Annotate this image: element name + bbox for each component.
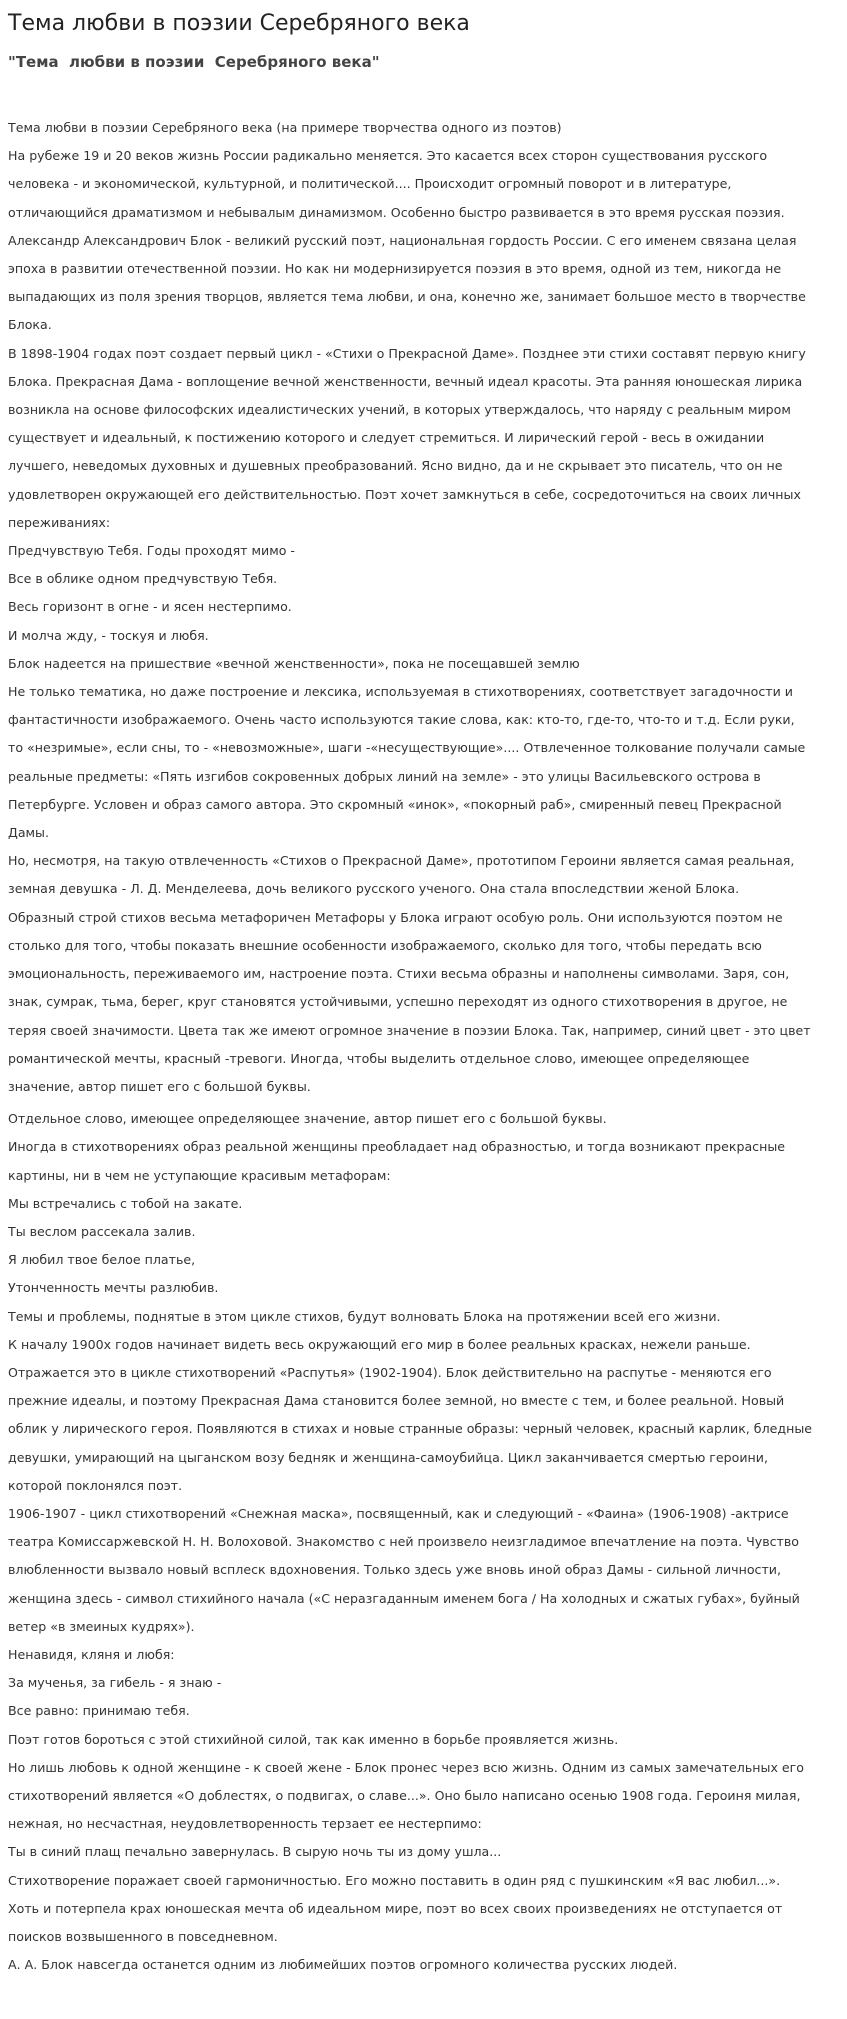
article-line: На рубеже 19 и 20 веков жизнь России радикально меняется. Это касается всех сторон существования русского: [8, 148, 768, 164]
article-line: Все в облике одном предчувствую Тебя.: [8, 571, 278, 587]
article-line: удовлетворен окружающей его действительностью. Поэт хочет замкнуться в себе, сосредоточиться на своих личных: [8, 486, 801, 502]
article-line: переживаниях:: [8, 514, 111, 530]
article-line: Образный строй стихов весьма метафоричен Метафоры у Блока играют особую роль. Они используются поэтом не: [8, 909, 783, 925]
article-line: Тема любви в поэзии Серебряного века (на примере творчества одного из поэтов): [8, 120, 562, 135]
article-line: А. А. Блок навсегда останется одним из любимейших поэтов огромного количества русских людей.: [8, 1957, 678, 1973]
article-line: которой поклонялся поэт.: [8, 1477, 183, 1493]
article-line: Но лишь любовь к одной женщине - к своей жене - Блок пронес через всю жизнь. Одним из самых замечательных его: [8, 1759, 804, 1775]
article-line: Ты в синий плащ печально завернулась. В сырую ночь ты из дому ушла...: [8, 1844, 502, 1860]
article-line: Утонченность мечты разлюбив.: [8, 1280, 219, 1296]
article-line: картины, ни в чем не уступающие красивым метафорам:: [8, 1167, 391, 1183]
article-line: Темы и проблемы, поднятые в этом цикле стихов, будут волновать Блока на протяжении всей его жизни.: [8, 1308, 721, 1324]
article-line: стихотворений является «О доблестях, о подвигах, о славе...». Оно было написано осенью 1908 года. Героиня милая,: [8, 1787, 801, 1803]
article-line: И молча жду, - тоскуя и любя.: [8, 627, 209, 643]
article-line: Все равно: принимаю тебя.: [8, 1703, 190, 1719]
article-line: человека - и экономической, культурной, и политической.... Происходит огромный поворот и в литературе,: [8, 176, 732, 192]
article-line: Предчувствую Тебя. Годы проходят мимо -: [8, 543, 295, 559]
article-line: Хоть и потерпела крах юношеская мечта об идеальном мире, поэт во всех своих произведениях не отступается от: [8, 1900, 783, 1916]
article-line: влюбленности вызвало новый всплеск вдохновения. Только здесь уже вновь иной образ Дамы - сильной личности,: [8, 1562, 781, 1578]
article-line: Мы встречались с тобой на закате.: [8, 1195, 243, 1211]
article-line: женщина здесь - символ стихийного начала («С неразгаданным именем бога / На холодных и сжатых губах», буйный: [8, 1590, 800, 1606]
article-body: [8, 114, 839, 1979]
article-line: поисков возвышенного в повседневном.: [8, 1929, 278, 1944]
article-line: эпоха в развитии отечественной поэзии. Но как ни модернизируется поэзия в это время, одной из тем, никогда не: [8, 261, 782, 277]
article-line: отличающийся драматизмом и небывалым динамизмом. Особенно быстро развивается в это время русская поэзия.: [8, 204, 785, 220]
article-line: романтической мечты, красный -тревоги. Иногда, чтобы выделить отдельное слово, имеющее определяющее: [8, 1050, 750, 1066]
article-line: Стихотворение поражает своей гармоничностью. Его можно поставить в один ряд с пушкинским «Я вас любил...».: [8, 1872, 781, 1888]
article-line: существует и идеальный, к постижению которого и следует стремиться. И лирический герой - весь в ожидании: [8, 430, 765, 446]
article-line: театра Комиссаржевской Н. Н. Волоховой. Знакомство с ней произвело неизгладимое впечатление на поэта. Чувство: [8, 1534, 800, 1550]
article-line: прежние идеалы, и поэтому Прекрасная Дама становится более земной, но вместе с тем, и более реальной. Новый: [8, 1393, 785, 1409]
article-line: эмоциональность, переживаемого им, настроение поэта. Стихи весьма образны и наполнены символами. Заря, сон,: [8, 966, 790, 982]
article-line: облик у лирического героя. Появляются в стихах и новые странные образы: черный человек, красный карлик, бледные: [8, 1421, 813, 1437]
article-line: За мученья, за гибель - я знаю -: [8, 1675, 222, 1691]
article-line: Ты веслом рассекала залив.: [8, 1223, 196, 1239]
article-line: возникла на основе философских идеалистических учений, в которых утверждалось, что наряду с реальным миром: [8, 402, 791, 418]
article-line: лучшего, неведомых духовных и душевных преобразований. Ясно видно, да и не скрывает это писатель, что он не: [8, 458, 783, 474]
article-line: Блока.: [8, 317, 52, 333]
article-line: реальные предметы: «Пять изгибов сокровенных добрых линий на земле» - это улицы Васильевского острова в: [8, 768, 761, 784]
article-line: Блок надеется на пришествие «вечной женственности», пока не посещавшей землю: [8, 655, 580, 671]
article-line: В 1898-1904 годах поэт создает первый цикл - «Стихи о Прекрасной Даме». Позднее эти стихи составят первую книгу: [8, 345, 806, 361]
article-line: Александр Александрович Блок - великий русский поэт, национальная гордость России. С его именем связана целая: [8, 232, 797, 248]
article-line: Поэт готов бороться с этой стихийной силой, так как именно в борьбе проявляется жизнь.: [8, 1731, 619, 1747]
article-line: то «незримые», если сны, то - «невозможные», шаги -«несуществующие».... Отвлеченное толкование получали самые: [8, 740, 806, 756]
article-line: Не только тематика, но даже построение и лексика, используемая в стихотворениях, соответствует загадочности и: [8, 684, 793, 700]
article-line: Я любил твое белое платье,: [8, 1252, 196, 1268]
article-line: Дамы.: [8, 825, 50, 841]
article-line: Блока. Прекрасная Дама - воплощение вечной женственности, вечный идеал красоты. Эта ранняя юношеская лирика: [8, 373, 803, 389]
article-line: нежная, но несчастная, неудовлетворенность терзает ее нестерпимо:: [8, 1816, 482, 1832]
article-line: Весь горизонт в огне - и ясен нестерпимо.: [8, 599, 292, 615]
article-line: Иногда в стихотворениях образ реальной женщины преобладает над образностью, и тогда возникают прекрасные: [8, 1139, 786, 1155]
article-subtitle: "Тема любви в поэзии Серебряного века": [8, 53, 380, 71]
article-line: 1906-1907 - цикл стихотворений «Снежная маска», посвященный, как и следующий - «Фаина» (1906-1908) -актрисе: [8, 1505, 789, 1521]
page-title: Тема любви в поэзии Серебряного века: [8, 11, 470, 36]
article-line: Но, несмотря, на такую отвлеченность «Стихов о Прекрасной Даме», прототипом Героини является самая реальная,: [8, 853, 795, 869]
article-line: К началу 1900х годов начинает видеть весь окружающий его мир в более реальных красках, нежели раньше.: [8, 1336, 751, 1352]
article-line: знак, сумрак, тьма, берег, круг становятся устойчивыми, успешно переходят из одного стихотворения в другое, не: [8, 994, 788, 1010]
article-line: фантастичности изображаемого. Очень часто используются такие слова, как: кто-то, где-то, что-то и т.д. Если руки,: [8, 712, 795, 728]
article-line: Отражается это в цикле стихотворений «Распутья» (1902-1904). Блок действительно на распутье - меняются его: [8, 1364, 772, 1380]
article-line: выпадающих из поля зрения творцов, является тема любви, и она, конечно же, занимает большое место в творчестве: [8, 289, 806, 305]
article-line: столько для того, чтобы показать внешние особенности изображаемого, сколько для того, чтобы передать всю: [8, 937, 762, 953]
article-line: ветер «в змеиных кудрях»).: [8, 1618, 195, 1634]
article-line: девушки, умирающий на цыганском возу бедняк и женщина-самоубийца. Цикл заканчивается смертью героини,: [8, 1449, 768, 1465]
article-line: Петербурге. Условен и образ самого автора. Это скромный «инок», «покорный раб», смиренный певец Прекрасной: [8, 796, 782, 812]
article-line: Отдельное слово, имеющее определяющее значение, автор пишет его с большой буквы.: [8, 1111, 607, 1127]
article-line: теряя своей значимости. Цвета так же имеют огромное значение в поэзии Блока. Так, например, синий цвет - это цвет: [8, 1022, 811, 1038]
article-line: Ненавидя, кляня и любя:: [8, 1646, 175, 1662]
article-line: земная девушка - Л. Д. Менделеева, дочь великого русского ученого. Она стала впоследствии женой Блока.: [8, 881, 740, 897]
article-line: значение, автор пишет его с большой буквы.: [8, 1078, 311, 1094]
